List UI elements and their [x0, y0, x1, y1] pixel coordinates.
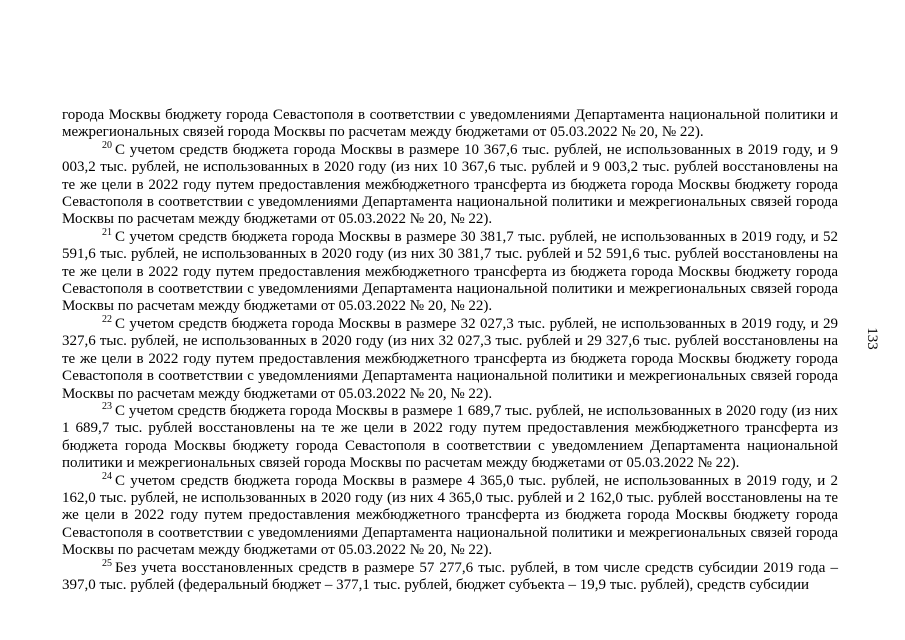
footnote-24	[62, 470, 838, 560]
footnote-text: С учетом средств бюджета города Москвы в размере 30 381,7 тыс. рублей, не использованных в 2019 году, и 52 591,6 тыс. рублей, не использованных в 2020 году (из них 30 381,7 тыс. рублей и 52 591,6 тыс. рублей восстановлены на те же цели в 2022 году путем предоставления межбюджетного трансферта из бюджета города Москвы бюджету города Севастополя в соответствии с уведомлениями Департамента национальной политики и межрегиональных связей города Москвы по расчетам между бюджетами от 05.03.2022 № 20, № 22).	[62, 228, 838, 315]
page-number: 133	[863, 327, 880, 350]
footnote-20	[62, 139, 838, 229]
footnote-text: С учетом средств бюджета города Москвы в размере 10 367,6 тыс. рублей, не использованных в 2019 году, и 9 003,2 тыс. рублей, не использованных в 2020 году (из них 10 367,6 тыс. рублей и 9 003,2 тыс. рублей восстановлены на те же цели в 2022 году путем предоставления межбюджетного трансферта из бюджета города Москвы бюджету города Севастополя в соответствии с уведомлениями Департамента национальной политики и межрегиональных связей города Москвы по расчетам между бюджетами от 05.03.2022 № 20, № 22).	[62, 141, 838, 228]
footnote-marker: 23	[102, 400, 112, 412]
footnote-marker: 22	[102, 313, 112, 325]
footnote-marker: 25	[102, 557, 112, 569]
document-page	[62, 107, 838, 594]
paragraph-text: города Москвы бюджету города Севастополя в соответствии с уведомлениями Департамента национальной политики и межрегиональных связей города Москвы по расчетам между бюджетами от 05.03.2022 № 20, № 22).	[62, 107, 838, 141]
footnote-text: С учетом средств бюджета города Москвы в размере 32 027,3 тыс. рублей, не использованных в 2019 году, и 29 327,6 тыс. рублей, не использованных в 2020 году (из них 32 027,3 тыс. рублей и 29 327,6 тыс. рублей восстановлены на те же цели в 2022 году путем предоставления межбюджетного трансферта из бюджета города Москвы бюджету города Севастополя в соответствии с уведомлениями Департамента национальной политики и межрегиональных связей города Москвы по расчетам между бюджетами от 05.03.2022 № 20, № 22).	[62, 315, 838, 402]
footnote-text: Без учета восстановленных средств в размере 57 277,6 тыс. рублей, в том числе средств субсидии 2019 года – 397,0 тыс. рублей (федеральный бюджет – 377,1 тыс. рублей, бюджет субъекта – 19,9 тыс. рублей), средств субсидии	[62, 559, 838, 593]
paragraph-continuation	[62, 107, 838, 142]
footnote-marker: 20	[102, 139, 112, 151]
footnote-22	[62, 313, 838, 403]
footnote-marker: 21	[102, 226, 112, 238]
footnote-marker: 24	[102, 470, 112, 482]
footnote-text: С учетом средств бюджета города Москвы в размере 1 689,7 тыс. рублей, не использованных в 2020 году (из них 1 689,7 тыс. рублей восстановлены на те же цели в 2022 году путем предоставления межбюджетного трансферта из бюджета города Москвы бюджету города Севастополя в соответствии с уведомлением Департамента национальной политики и межрегиональных связей города Москвы по расчетам между бюджетами от 05.03.2022 № 22).	[62, 402, 838, 472]
footnote-25	[62, 557, 838, 595]
footnote-text: С учетом средств бюджета города Москвы в размере 4 365,0 тыс. рублей, не использованных в 2019 году, и 2 162,0 тыс. рублей, не использованных в 2020 году (из них 4 365,0 тыс. рублей и 2 162,0 тыс. рублей восстановлены на те же цели в 2022 году путем предоставления межбюджетного трансферта из бюджета города Москвы бюджету города Севастополя в соответствии с уведомлениями Департамента национальной политики и межрегиональных связей города Москвы по расчетам между бюджетами от 05.03.2022 № 20, № 22).	[62, 472, 838, 559]
footnote-23	[62, 400, 838, 473]
footnote-21	[62, 226, 838, 316]
